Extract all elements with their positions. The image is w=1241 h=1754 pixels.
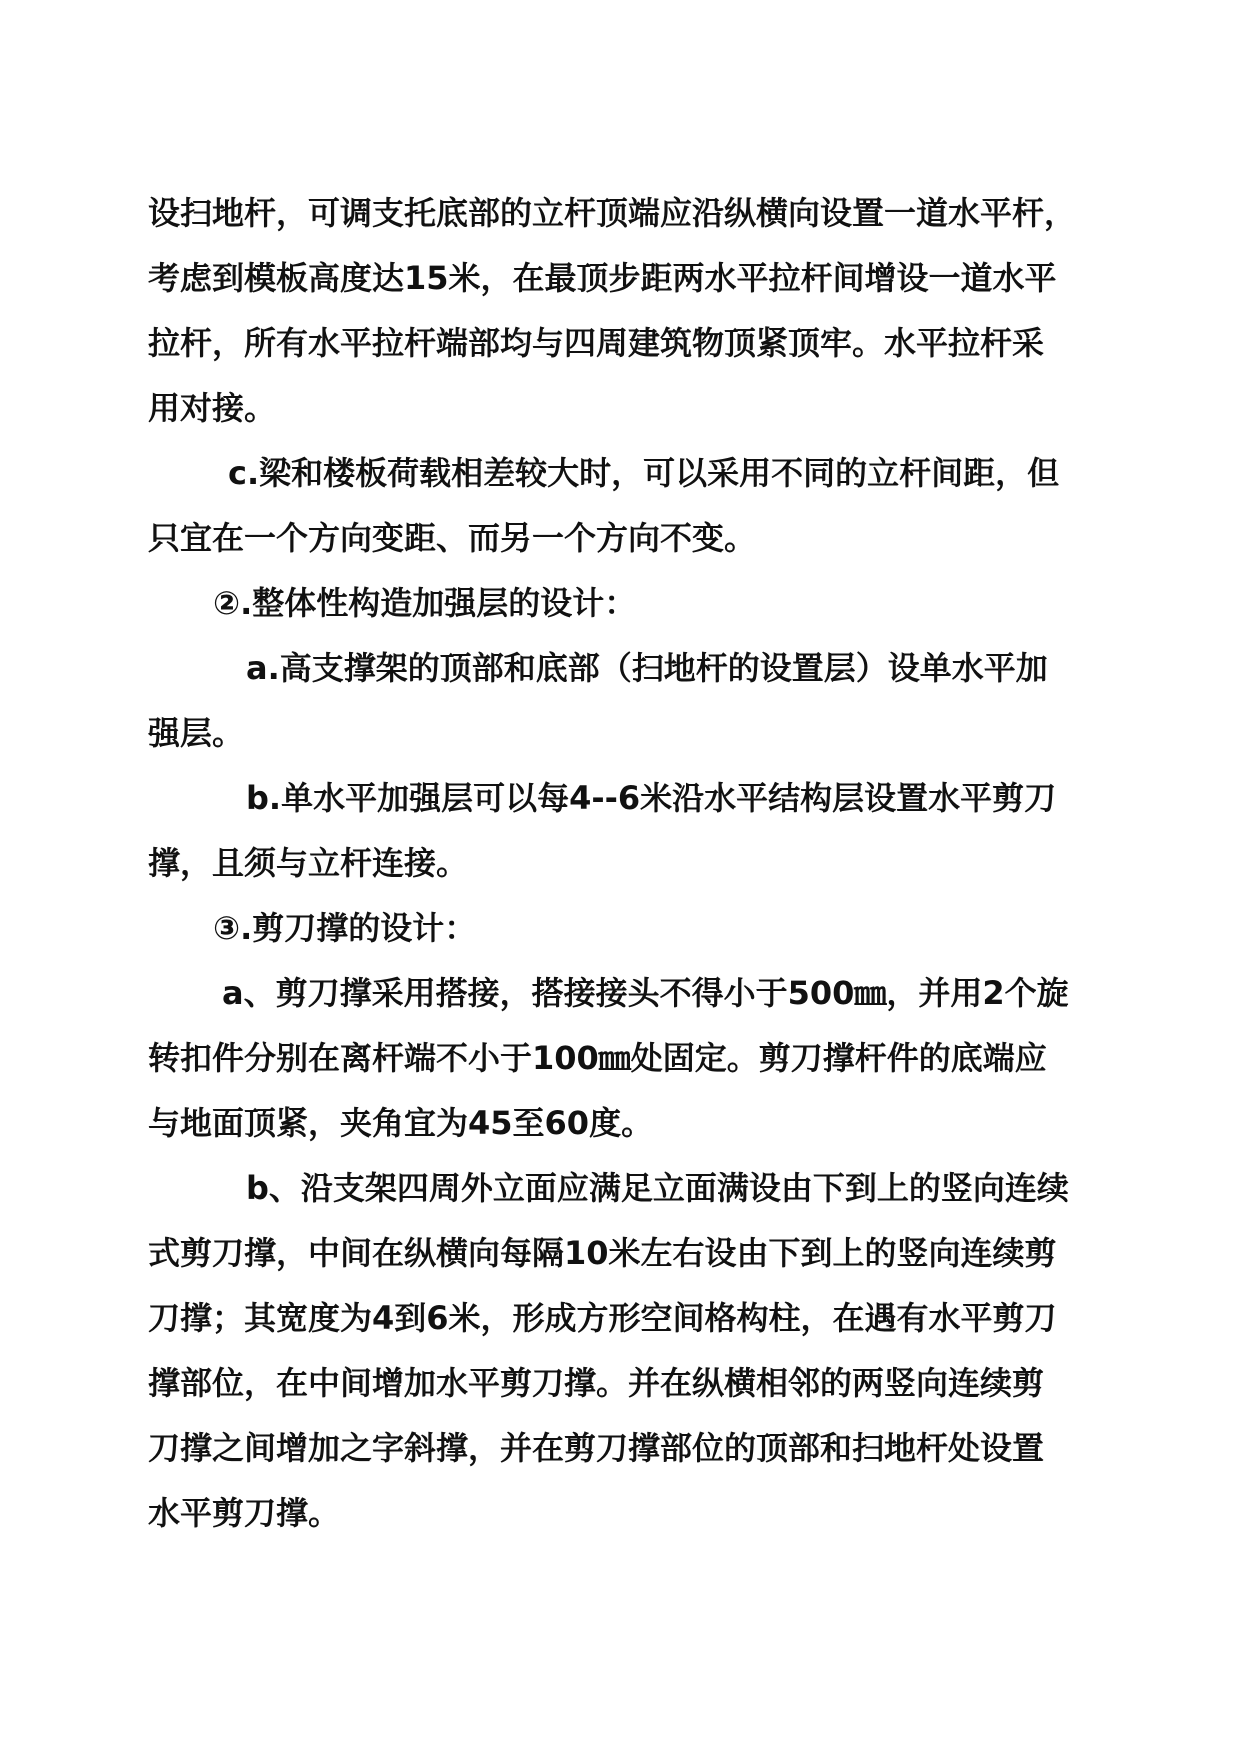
- section-heading: ③.剪刀撑的设计：: [213, 909, 477, 947]
- text-line: 式剪刀撑，中间在纵横向每隔10米左右设由下到上的竖向连续剪: [148, 1234, 1057, 1272]
- text-line: 只宜在一个方向变距、而另一个方向不变。: [148, 519, 757, 557]
- text-line: b、沿支架四周外立面应满足立面满设由下到上的竖向连续: [246, 1169, 1069, 1207]
- text-line: 与地面顶紧，夹角宜为45至60度。: [148, 1104, 654, 1142]
- text-line: 撑，且须与立杆连接。: [148, 844, 469, 882]
- text-line: 刀撑；其宽度为4到6米，形成方形空间格构柱，在遇有水平剪刀: [148, 1299, 1057, 1337]
- text-line: 撑部位，在中间增加水平剪刀撑。并在纵横相邻的两竖向连续剪: [148, 1364, 1045, 1402]
- text-line: 水平剪刀撑。: [148, 1494, 341, 1532]
- text-line: b.单水平加强层可以每4--6米沿水平结构层设置水平剪刀: [246, 779, 1057, 817]
- section-heading: ②.整体性构造加强层的设计：: [213, 584, 637, 622]
- text-line: a.高支撑架的顶部和底部（扫地杆的设置层）设单水平加: [246, 649, 1048, 687]
- text-line: 转扣件分别在离杆端不小于100㎜处固定。剪刀撑杆件的底端应: [148, 1039, 1047, 1077]
- text-line: 用对接。: [148, 389, 277, 427]
- text-line: 强层。: [148, 714, 245, 752]
- text-line: c.梁和楼板荷载相差较大时，可以采用不同的立杆间距，但: [228, 454, 1060, 492]
- text-line: 设扫地杆，可调支托底部的立杆顶端应沿纵横向设置一道水平杆，: [148, 194, 1077, 232]
- text-line: a、剪刀撑采用搭接，搭接接头不得小于500㎜，并用2个旋: [222, 974, 1069, 1012]
- text-line: 刀撑之间增加之字斜撑，并在剪刀撑部位的顶部和扫地杆处设置: [148, 1429, 1045, 1467]
- text-line: 拉杆，所有水平拉杆端部均与四周建筑物顶紧顶牢。水平拉杆采: [148, 324, 1045, 362]
- text-line: 考虑到模板高度达15米，在最顶步距两水平拉杆间增设一道水平: [148, 259, 1057, 297]
